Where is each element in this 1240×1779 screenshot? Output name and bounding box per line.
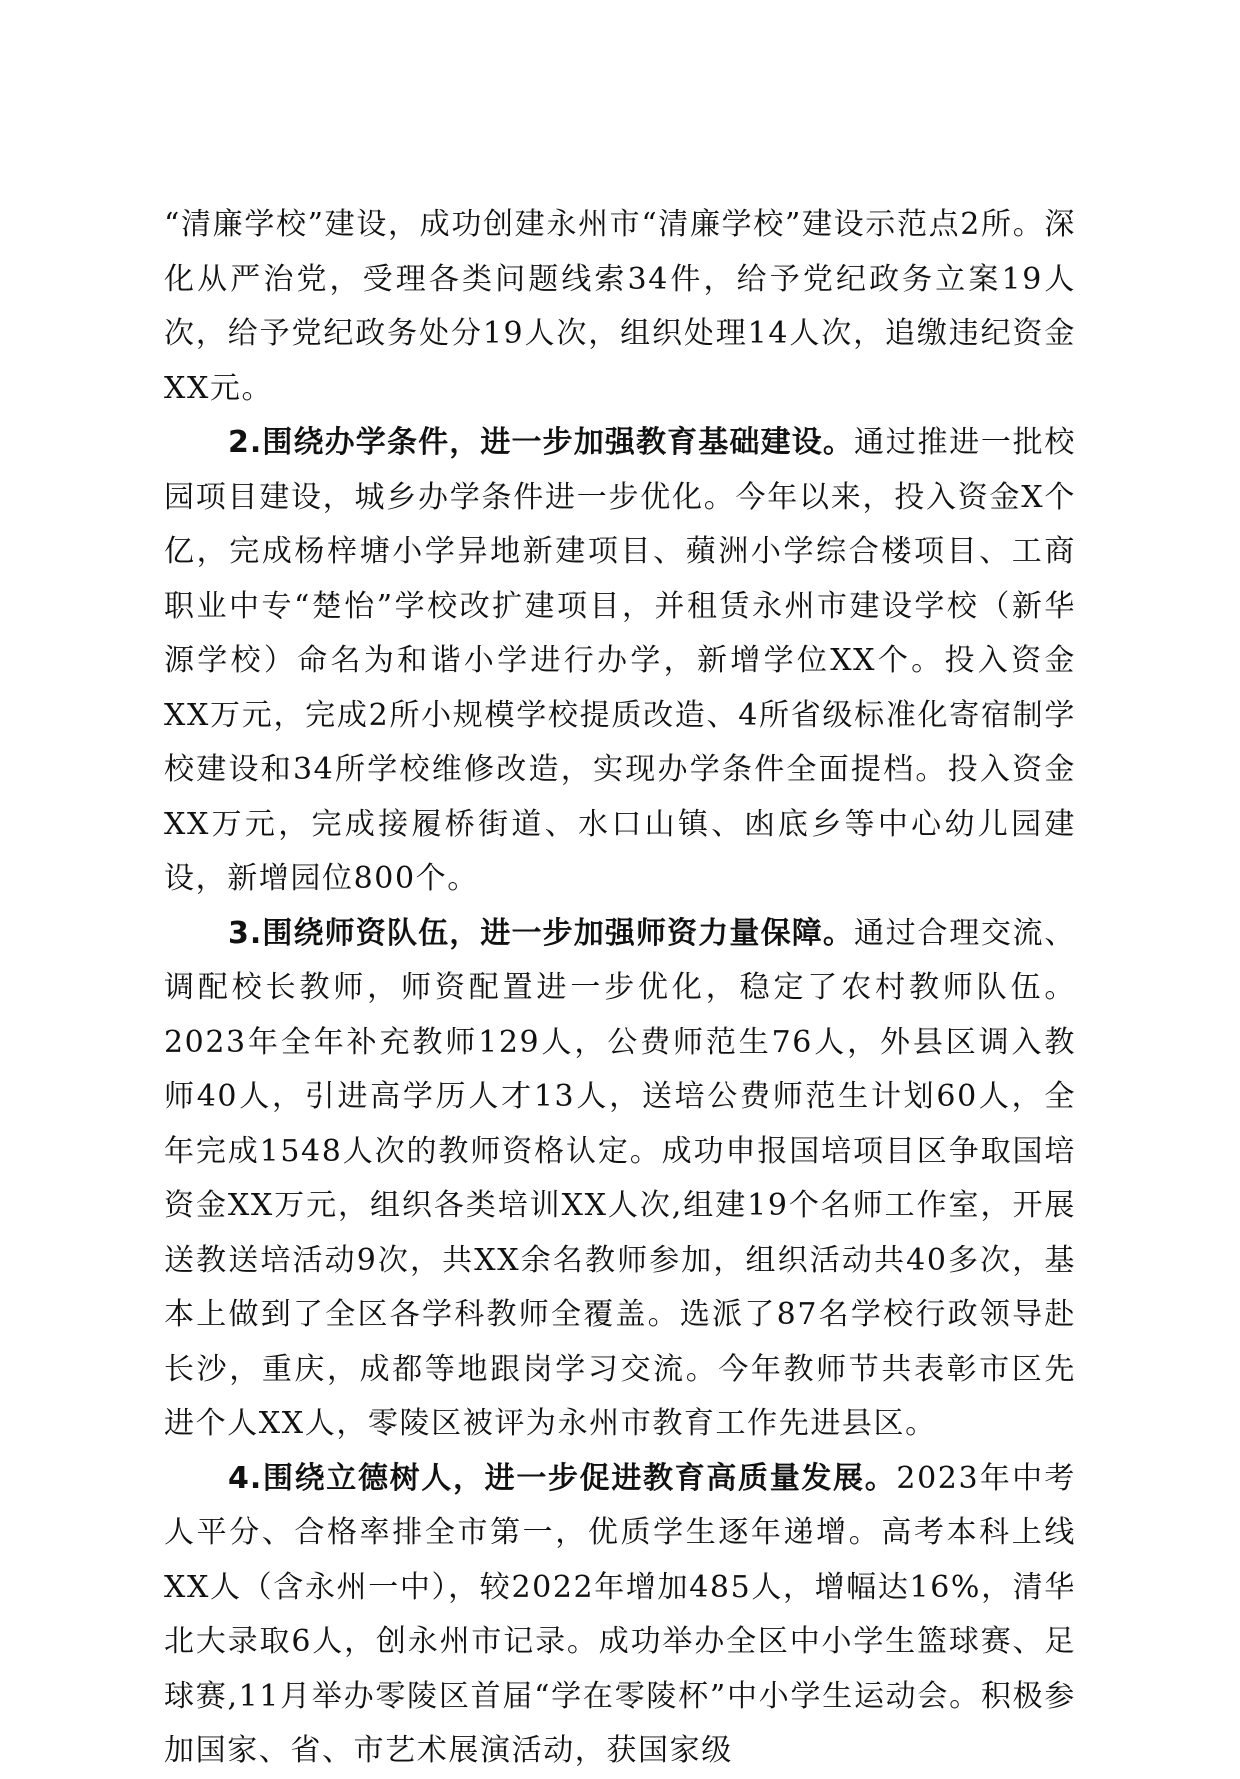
paragraph-body: “清廉学校”建设，成功创建永州市“清廉学校”建设示范点2所。深化从严治党，受理各类问题线索34件，给予党纪政务立案19人次，给予党纪政务处分19人次，组织处理14人次，追缴违纪资金XX元。 <box>164 207 1076 406</box>
paragraph-school-conditions <box>164 416 1076 907</box>
document-page <box>164 198 1076 1779</box>
paragraph-heading: 2.围绕办学条件，进一步加强教育基础建设。 <box>228 425 854 460</box>
paragraph-heading: 3.围绕师资队伍，进一步加强师资力量保障。 <box>228 915 854 951</box>
paragraph-body: 通过合理交流、调配校长教师，师资配置进一步优化，稳定了农村教师队伍。2023年全年补充教师129人，公费师范生76人，外县区调入教师40人，引进高学历人才13人，送培公费师范生计划60人，全年完成1548人次的教师资格认定。成功申报国培项目区争取国培资金XX万元，组织各类培训XX人次,组建19个名师工作室，开展送教送培活动9次，共XX余名教师参加，组织活动共40多次，基本上做到了全区各学科教师全覆盖。选派了87名学校行政领导赴长沙，重庆，成都等地跟岗学习交流。今年教师节共表彰市区先进个人XX人，零陵区被评为永州市教育工作先进县区。 <box>164 915 1076 1441</box>
paragraph-continuation <box>164 198 1076 416</box>
paragraph-body: 2023年中考人平分、合格率排全市第一，优质学生逐年递增。高考本科上线XX人（含永州一中），较2022年增加485人，增幅达16%，清华北大录取6人，创永州市记录。成功举办全区中小学生篮球赛、足球赛,11月举办零陵区首届“学在零陵杯”中小学生运动会。积极参加国家、省、市艺术展演活动，获国家级 <box>164 1460 1076 1768</box>
paragraph-teacher-team <box>164 907 1076 1452</box>
paragraph-moral-education <box>164 1452 1076 1779</box>
paragraph-body: 通过推进一批校园项目建设，城乡办学条件进一步优化。今年以来，投入资金X个亿，完成杨梓塘小学异地新建项目、蘋洲小学综合楼项目、工商职业中专“楚怡”学校改扩建项目，并租赁永州市建设学校（新华源学校）命名为和谐小学进行办学，新增学位XX个。投入资金XX万元，完成2所小规模学校提质改造、4所省级标准化寄宿制学校建设和34所学校维修改造，实现办学条件全面提档。投入资金XX万元，完成接履桥街道、水口山镇、凼底乡等中心幼儿园建设，新增园位800个。 <box>164 425 1076 896</box>
paragraph-heading: 4.围绕立德树人，进一步促进教育高质量发展。 <box>228 1460 897 1496</box>
